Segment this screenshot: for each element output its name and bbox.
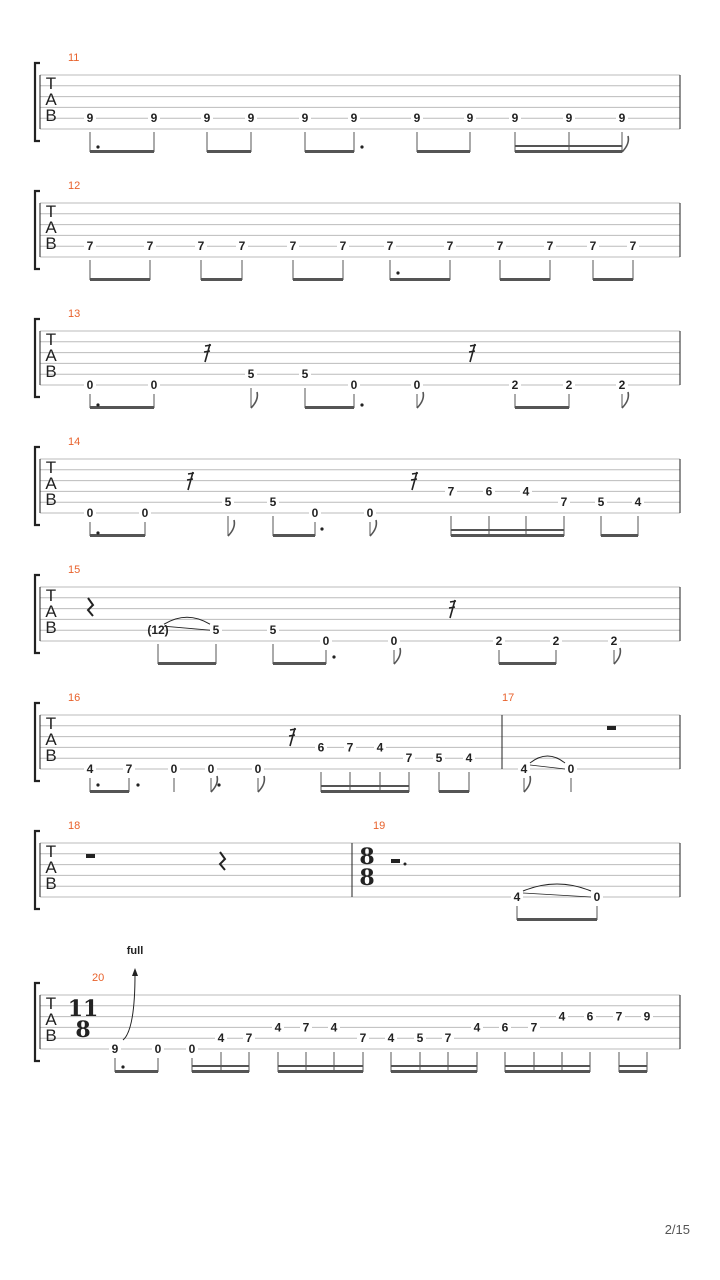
fret-number: 5 — [212, 623, 220, 638]
tab-clef-letter: A — [45, 730, 57, 749]
tab-clef-letter: B — [45, 234, 57, 253]
beam — [451, 534, 564, 537]
beam — [90, 150, 154, 153]
beam — [499, 662, 556, 665]
fret-number: 9 — [150, 111, 158, 126]
bend-arrowhead — [132, 968, 138, 976]
time-signature-digit: 8 — [359, 844, 375, 870]
fret-number: 7 — [496, 239, 504, 254]
system-bracket — [35, 319, 40, 397]
tab-clef-letter: A — [45, 602, 57, 621]
fret-number: 0 — [154, 1042, 162, 1056]
beam — [273, 534, 315, 537]
fret-number: 4 — [520, 762, 528, 776]
fret-number: 9 — [301, 111, 309, 126]
fret-number: 9 — [203, 111, 211, 126]
fret-number: 7 — [444, 1031, 452, 1046]
bar-number: 18 — [68, 820, 81, 832]
fret-number: 7 — [197, 239, 205, 254]
tab-clef-letter: B — [45, 874, 57, 893]
bar-number: 17 — [502, 692, 515, 704]
fret-number: 7 — [629, 239, 637, 254]
note-flag — [394, 648, 400, 664]
staff-system — [35, 945, 680, 1073]
bar-number: 20 — [92, 972, 105, 984]
beam — [278, 1070, 363, 1073]
augmentation-dot — [360, 145, 363, 148]
system-bracket — [35, 447, 40, 525]
beam — [321, 790, 409, 793]
augmentation-dot — [121, 1065, 124, 1068]
slide-line — [523, 893, 591, 897]
fret-number: 0 — [350, 378, 358, 392]
beam — [273, 662, 326, 665]
tab-clef-letter: B — [45, 362, 57, 381]
half-rest — [607, 726, 616, 730]
staff-system — [35, 820, 680, 921]
augmentation-dot — [217, 783, 220, 786]
beam — [201, 278, 242, 281]
fret-number: 9 — [413, 111, 421, 126]
tab-clef-letter: B — [45, 106, 57, 125]
fret-number: 7 — [530, 1020, 538, 1035]
augmentation-dot — [332, 655, 335, 658]
bar-number: 19 — [373, 820, 386, 832]
staff-system — [35, 564, 680, 665]
fret-number: 0 — [141, 506, 149, 520]
slide-line — [530, 765, 565, 769]
bar-number: 14 — [68, 436, 81, 448]
beam-secondary — [192, 1065, 249, 1067]
tab-clef-letter: B — [45, 1026, 57, 1045]
beam — [90, 278, 150, 281]
bend-label: full — [126, 945, 144, 957]
fret-number: 6 — [485, 484, 493, 499]
fret-number: 9 — [111, 1042, 119, 1056]
fret-number: 4 — [522, 484, 530, 499]
staff-system — [35, 692, 680, 793]
note-flag — [370, 520, 376, 536]
fret-number: 7 — [447, 484, 455, 499]
fret-number: 7 — [405, 751, 413, 766]
fret-number: 7 — [560, 495, 568, 510]
tab-clef-letter: T — [45, 74, 57, 93]
system-bracket — [35, 831, 40, 909]
fret-number: 4 — [465, 751, 473, 766]
fret-number: 2 — [610, 634, 618, 648]
beam — [90, 406, 154, 409]
fret-number: 7 — [86, 239, 94, 254]
fret-number: 9 — [466, 111, 474, 126]
system-bracket — [35, 191, 40, 269]
beam-secondary — [391, 1065, 477, 1067]
fret-number: 5 — [224, 495, 232, 510]
tab-clef-letter: T — [45, 994, 57, 1013]
augmentation-dot — [96, 145, 99, 148]
beam — [439, 790, 469, 793]
note-flag — [622, 392, 628, 408]
half-rest — [391, 859, 400, 863]
tab-clef-letter: T — [45, 458, 57, 477]
fret-number: 0 — [311, 506, 319, 520]
fret-number: 5 — [247, 367, 255, 382]
fret-number: 7 — [125, 762, 133, 776]
fret-number: 7 — [302, 1020, 310, 1035]
fret-number: 4 — [387, 1031, 395, 1046]
tab-clef-letter: A — [45, 346, 57, 365]
augmentation-dot — [320, 527, 323, 530]
note-flag — [258, 776, 264, 792]
fret-number: 9 — [247, 111, 255, 126]
staff-system — [35, 52, 680, 153]
half-rest — [86, 854, 95, 858]
fret-number: 4 — [86, 762, 94, 776]
fret-number: 0 — [207, 762, 215, 776]
note-flag — [211, 776, 217, 792]
fret-number: 6 — [586, 1009, 594, 1024]
beam — [391, 1070, 477, 1073]
fret-number: 2 — [565, 378, 573, 392]
beam — [593, 278, 633, 281]
fret-number: 2 — [495, 634, 503, 648]
tab-clef-letter: B — [45, 618, 57, 637]
fret-number: 5 — [269, 623, 277, 638]
fret-number: 5 — [597, 495, 605, 510]
fret-number: 4 — [376, 740, 384, 755]
bar-number: 15 — [68, 564, 81, 576]
fret-number: 9 — [511, 111, 519, 126]
beam — [305, 150, 354, 153]
slide-line — [164, 626, 210, 630]
fret-number: 7 — [359, 1031, 367, 1046]
fret-number: 7 — [339, 239, 347, 254]
tie-arc — [164, 617, 210, 624]
fret-number: 0 — [86, 378, 94, 392]
staff-system — [35, 436, 680, 537]
quarter-rest — [88, 598, 93, 616]
note-flag — [228, 520, 234, 536]
note-flag — [614, 648, 620, 664]
beam — [417, 150, 470, 153]
fret-number: 0 — [366, 506, 374, 520]
fret-number: 9 — [350, 111, 358, 126]
tab-clef-letter: T — [45, 202, 57, 221]
tab-clef-letter: T — [45, 330, 57, 349]
fret-number: 0 — [593, 890, 601, 904]
time-signature-digit: 11 — [67, 996, 99, 1022]
augmentation-dot — [396, 271, 399, 274]
fret-number: 7 — [289, 239, 297, 254]
fret-number: 7 — [238, 239, 246, 254]
fret-number: 0 — [86, 506, 94, 520]
beam — [505, 1070, 590, 1073]
system-bracket — [35, 703, 40, 781]
beam — [601, 534, 638, 537]
fret-number: (12) — [147, 623, 169, 638]
fret-number: 7 — [386, 239, 394, 254]
augmentation-dot — [96, 783, 99, 786]
note-flag — [524, 776, 530, 792]
beam-secondary — [505, 1065, 590, 1067]
beam — [90, 790, 129, 793]
fret-number: 0 — [567, 762, 575, 776]
fret-number: 7 — [446, 239, 454, 254]
fret-number: 0 — [150, 378, 158, 392]
tab-clef-letter: B — [45, 490, 57, 509]
tab-clef-letter: A — [45, 218, 57, 237]
fret-number: 5 — [301, 367, 309, 382]
augmentation-dot — [404, 863, 407, 866]
time-signature-digit: 8 — [359, 865, 375, 891]
fret-number: 4 — [217, 1031, 225, 1046]
beam-secondary — [278, 1065, 363, 1067]
augmentation-dot — [360, 403, 363, 406]
fret-number: 0 — [170, 762, 178, 776]
fret-number: 0 — [254, 762, 262, 776]
beam — [207, 150, 251, 153]
fret-number: 2 — [511, 378, 519, 392]
tab-clef-letter: A — [45, 90, 57, 109]
note-flag — [622, 136, 628, 152]
tie-arc — [523, 884, 591, 891]
bar-number: 12 — [68, 180, 81, 192]
beam — [305, 406, 354, 409]
fret-number: 2 — [618, 378, 626, 392]
beam — [158, 662, 216, 665]
beam — [192, 1070, 249, 1073]
fret-number: 7 — [346, 740, 354, 755]
staff-system — [35, 308, 680, 409]
fret-number: 4 — [634, 495, 642, 510]
page-number: 2/15 — [664, 1222, 690, 1237]
fret-number: 4 — [274, 1020, 282, 1035]
augmentation-dot — [136, 783, 139, 786]
fret-number: 7 — [146, 239, 154, 254]
beam — [619, 1070, 647, 1073]
quarter-rest — [220, 852, 225, 870]
beam-secondary — [619, 1065, 647, 1067]
beam-secondary — [321, 785, 409, 787]
bar-number: 13 — [68, 308, 81, 320]
fret-number: 7 — [245, 1031, 253, 1046]
note-flag — [251, 392, 257, 408]
staff-system — [35, 180, 680, 281]
fret-number: 5 — [416, 1031, 424, 1046]
fret-number: 9 — [565, 111, 573, 126]
fret-number: 5 — [269, 495, 277, 510]
bar-number: 16 — [68, 692, 81, 704]
fret-number: 0 — [322, 634, 330, 648]
bend-arrow — [123, 974, 135, 1040]
time-signature-digit: 8 — [75, 1017, 91, 1043]
beam-secondary — [451, 529, 564, 531]
beam — [293, 278, 343, 281]
fret-number: 2 — [552, 634, 560, 648]
bar-number: 11 — [68, 52, 80, 64]
note-flag — [417, 392, 423, 408]
system-bracket — [35, 63, 40, 141]
beam — [517, 918, 597, 921]
tab-clef-letter: A — [45, 858, 57, 877]
tab-clef-letter: B — [45, 746, 57, 765]
fret-number: 7 — [546, 239, 554, 254]
fret-number: 0 — [390, 634, 398, 648]
augmentation-dot — [96, 403, 99, 406]
tab-clef-letter: A — [45, 1010, 57, 1029]
tie-arc — [530, 756, 565, 763]
fret-number: 9 — [86, 111, 94, 126]
beam — [515, 406, 569, 409]
beam — [390, 278, 450, 281]
fret-number: 4 — [330, 1020, 338, 1035]
beam — [115, 1070, 158, 1073]
fret-number: 9 — [618, 111, 626, 126]
fret-number: 5 — [435, 751, 443, 766]
beam — [515, 150, 622, 153]
system-bracket — [35, 983, 40, 1061]
fret-number: 0 — [413, 378, 421, 392]
tab-clef-letter: T — [45, 714, 57, 733]
fret-number: 6 — [317, 740, 325, 755]
tab-clef-letter: T — [45, 842, 57, 861]
fret-number: 6 — [501, 1020, 509, 1035]
fret-number: 7 — [615, 1009, 623, 1024]
augmentation-dot — [96, 531, 99, 534]
fret-number: 4 — [558, 1009, 566, 1024]
fret-number: 9 — [643, 1009, 651, 1024]
beam-secondary — [515, 145, 622, 147]
system-bracket — [35, 575, 40, 653]
tab-clef-letter: T — [45, 586, 57, 605]
tab-clef-letter: A — [45, 474, 57, 493]
fret-number: 4 — [513, 890, 521, 904]
fret-number: 7 — [589, 239, 597, 254]
beam — [500, 278, 550, 281]
fret-number: 0 — [188, 1042, 196, 1056]
fret-number: 4 — [473, 1020, 481, 1035]
